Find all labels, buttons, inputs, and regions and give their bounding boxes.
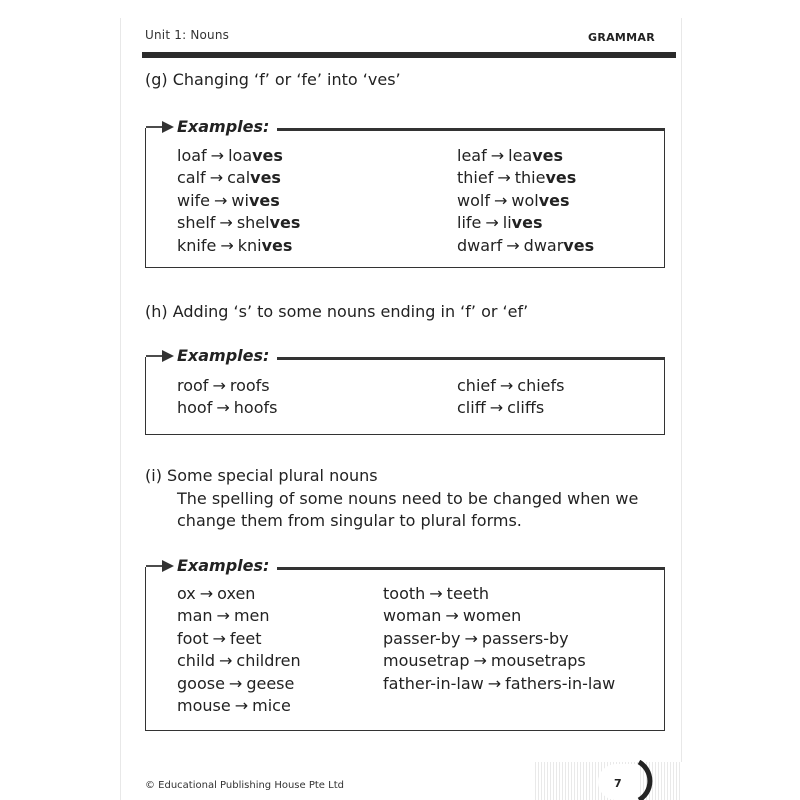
examples-i-left-column (177, 583, 301, 717)
header-rule (142, 52, 676, 58)
singular-word: knife (177, 235, 217, 255)
examples-h-right-column (457, 375, 564, 420)
example-item (177, 375, 277, 397)
singular-word: calf (177, 168, 206, 188)
plural-stem: wol (511, 190, 539, 210)
plural-word: chiefs (517, 376, 565, 395)
example-item (177, 605, 301, 627)
arrow-icon: → (214, 190, 228, 210)
plural-word: women (462, 606, 522, 626)
singular-word: loaf (177, 146, 207, 165)
arrow-icon: → (485, 213, 499, 233)
plural-word: geese (246, 673, 295, 693)
examples-title-g: Examples: (146, 117, 277, 136)
plural-word: feet (229, 628, 262, 648)
examples-box-i (145, 556, 665, 731)
arrow-icon: → (199, 584, 214, 603)
singular-word: ox (177, 584, 196, 603)
plural-word: roofs (229, 376, 270, 395)
plural-suffix: ves (250, 168, 281, 188)
plural-stem: li (502, 213, 512, 233)
plural-stem: kni (237, 235, 262, 255)
plural-word: hoofs (233, 398, 278, 418)
singular-word: foot (177, 628, 209, 648)
plural-stem: wi (231, 190, 249, 210)
example-item (177, 167, 300, 189)
example-item (383, 650, 615, 672)
examples-i-right-column (383, 583, 615, 695)
example-item (177, 673, 301, 695)
copyright-notice: © Educational Publishing House Pte Ltd (145, 780, 344, 791)
arrow-icon: → (464, 628, 478, 648)
section-label: GRAMMAR (588, 31, 655, 44)
singular-word: roof (177, 376, 209, 395)
arrow-icon: → (220, 235, 234, 255)
arrow-icon: → (493, 190, 508, 210)
arrow-icon: → (216, 398, 230, 418)
singular-word: father-in-law (383, 673, 484, 693)
arrow-icon: → (490, 146, 505, 165)
examples-g-right-column (457, 145, 594, 257)
plural-suffix: ves (532, 146, 564, 165)
arrow-icon: → (234, 695, 249, 715)
example-item (383, 628, 615, 650)
example-item (383, 605, 615, 627)
arrow-icon: → (212, 628, 226, 648)
singular-word: passer-by (383, 628, 461, 648)
example-item (457, 397, 564, 419)
plural-stem: shel (236, 213, 270, 233)
singular-word: dwarf (457, 235, 503, 255)
examples-box-g (145, 117, 665, 268)
singular-word: mouse (177, 695, 231, 715)
example-item (457, 235, 594, 257)
plural-word: mousetraps (490, 651, 586, 671)
section-h-label: (h) (145, 302, 168, 321)
example-item (457, 167, 594, 189)
singular-word: goose (177, 673, 225, 693)
section-g-heading (145, 70, 401, 89)
plural-suffix: ves (252, 146, 283, 165)
plural-word: teeth (446, 584, 490, 603)
example-item (457, 212, 594, 234)
box-title-rule (274, 568, 664, 570)
arrow-icon: → (487, 673, 502, 693)
unit-title: Unit 1: Nouns (145, 28, 230, 42)
example-item (457, 375, 564, 397)
pointer-arrow-icon (146, 348, 176, 364)
singular-word: tooth (383, 584, 426, 603)
plural-word: mice (252, 695, 291, 715)
singular-word: woman (383, 606, 442, 626)
section-i-heading-text: Some special plural nouns (167, 466, 378, 485)
example-item (457, 190, 594, 212)
arrow-icon: → (209, 168, 224, 188)
pointer-arrow-icon (146, 558, 176, 574)
pointer-arrow-icon (146, 119, 176, 135)
plural-suffix: ves (261, 235, 293, 255)
singular-word: thief (457, 168, 494, 188)
singular-word: man (177, 606, 213, 626)
plural-word: men (233, 606, 270, 626)
singular-word: mousetrap (383, 651, 470, 671)
arrow-icon: → (429, 584, 443, 603)
arrow-icon: → (228, 673, 243, 693)
singular-word: leaf (457, 146, 487, 165)
singular-word: life (457, 213, 482, 233)
singular-word: hoof (177, 398, 213, 418)
singular-word: shelf (177, 213, 216, 233)
plural-suffix: ves (563, 235, 595, 255)
plural-word: oxen (217, 584, 256, 603)
singular-word: child (177, 651, 215, 671)
section-g-heading-text: Changing ‘f’ or ‘fe’ into ‘ves’ (172, 70, 401, 89)
arrow-icon: → (445, 606, 459, 626)
example-item (177, 650, 301, 672)
example-item (177, 695, 301, 717)
arrow-icon: → (473, 651, 487, 671)
examples-box-h (145, 346, 665, 435)
plural-word: children (236, 651, 301, 671)
plural-word: passers-by (481, 628, 569, 648)
page-number: 7 (614, 777, 622, 790)
plural-word: cliffs (507, 398, 545, 418)
examples-title-i: Examples: (146, 556, 277, 575)
example-item (177, 212, 300, 234)
arrow-icon: → (216, 606, 230, 626)
arrow-icon: → (489, 398, 504, 418)
plural-suffix: ves (511, 213, 543, 233)
arrow-icon: → (210, 146, 225, 165)
box-title-rule (274, 129, 664, 131)
section-g-label: (g) (145, 70, 168, 89)
section-h-heading-text: Adding ‘s’ to some nouns ending in ‘f’ or ‘ef’ (172, 302, 529, 321)
plural-suffix: ves (545, 168, 577, 188)
examples-h-left-column (177, 375, 277, 420)
arrow-icon: → (506, 235, 520, 255)
example-item (177, 235, 300, 257)
singular-word: cliff (457, 398, 486, 418)
section-i-label: (i) (145, 466, 162, 485)
plural-stem: loa (228, 146, 253, 165)
arrow-icon: → (218, 651, 233, 671)
arrow-icon: → (499, 376, 514, 395)
example-item (177, 397, 277, 419)
example-item (383, 583, 615, 605)
arrow-icon: → (212, 376, 226, 395)
plural-suffix: ves (538, 190, 570, 210)
section-h-heading (145, 302, 528, 321)
example-item (177, 628, 301, 650)
singular-word: chief (457, 376, 496, 395)
box-title-rule (274, 358, 664, 360)
section-i-heading (145, 466, 378, 485)
plural-stem: cal (227, 168, 251, 188)
example-item (177, 583, 301, 605)
example-item (383, 673, 615, 695)
example-item (177, 145, 300, 167)
plural-stem: dwar (523, 235, 564, 255)
section-i-paragraph: The spelling of some nouns need to be changed when we change them from singular to plural forms. (177, 489, 639, 530)
plural-suffix: ves (269, 213, 301, 233)
arrow-icon: → (219, 213, 233, 233)
examples-g-left-column (177, 145, 300, 257)
examples-title-h: Examples: (146, 346, 277, 365)
arrow-icon: → (497, 168, 511, 188)
page-corner-arc-icon (635, 760, 675, 800)
plural-stem: thie (514, 168, 546, 188)
plural-word: fathers-in-law (505, 673, 616, 693)
plural-suffix: ves (248, 190, 280, 210)
plural-stem: lea (508, 146, 533, 165)
example-item (457, 145, 594, 167)
example-item (177, 190, 300, 212)
singular-word: wolf (457, 190, 490, 210)
singular-word: wife (177, 190, 211, 210)
